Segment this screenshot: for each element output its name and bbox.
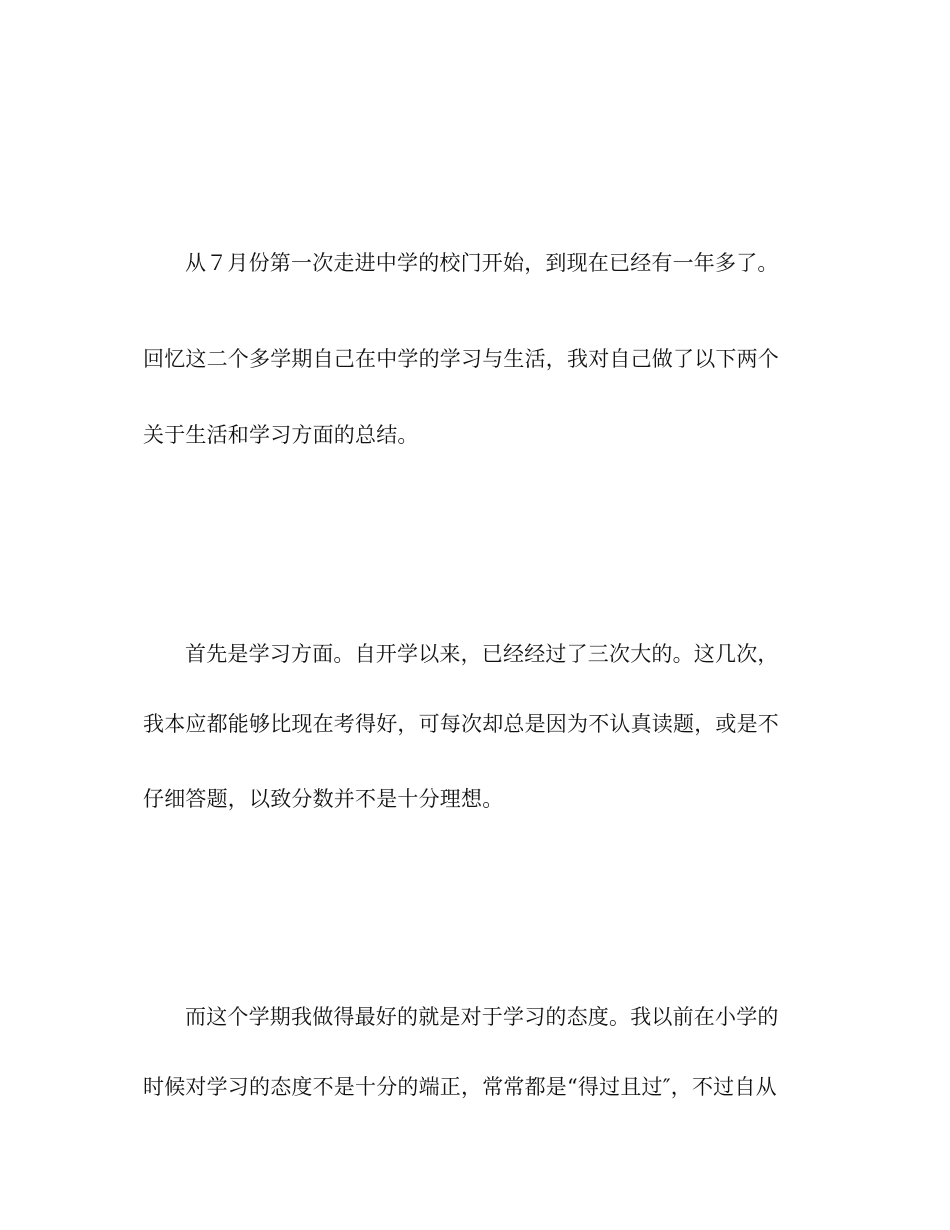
paragraph-2-line-1: 首先是学习方面。自开学以来，已经经过了三次大的。这几次， <box>185 642 779 666</box>
paragraph-1-line-1: 从７月份第一次走进中学的校门开始，到现在已经有一年多了。 <box>185 251 779 275</box>
paragraph-3-line-2: 时候对学习的态度不是十分的端正，常常都是“得过且过″，不过自从 <box>143 1075 777 1099</box>
paragraph-2-line-3: 仔细答题，以致分数并不是十分理想。 <box>143 787 504 811</box>
paragraph-3-line-1: 而这个学期我做得最好的就是对于学习的态度。我以前在小学的 <box>185 1005 779 1029</box>
paragraph-1-line-3: 关于生活和学习方面的总结。 <box>143 423 419 447</box>
paragraph-1-line-2: 回忆这二个多学期自己在中学的学习与生活，我对自己做了以下两个 <box>143 347 779 371</box>
paragraph-2-line-2: 我本应都能够比现在考得好，可每次却总是因为不认真读题，或是不 <box>143 712 779 736</box>
